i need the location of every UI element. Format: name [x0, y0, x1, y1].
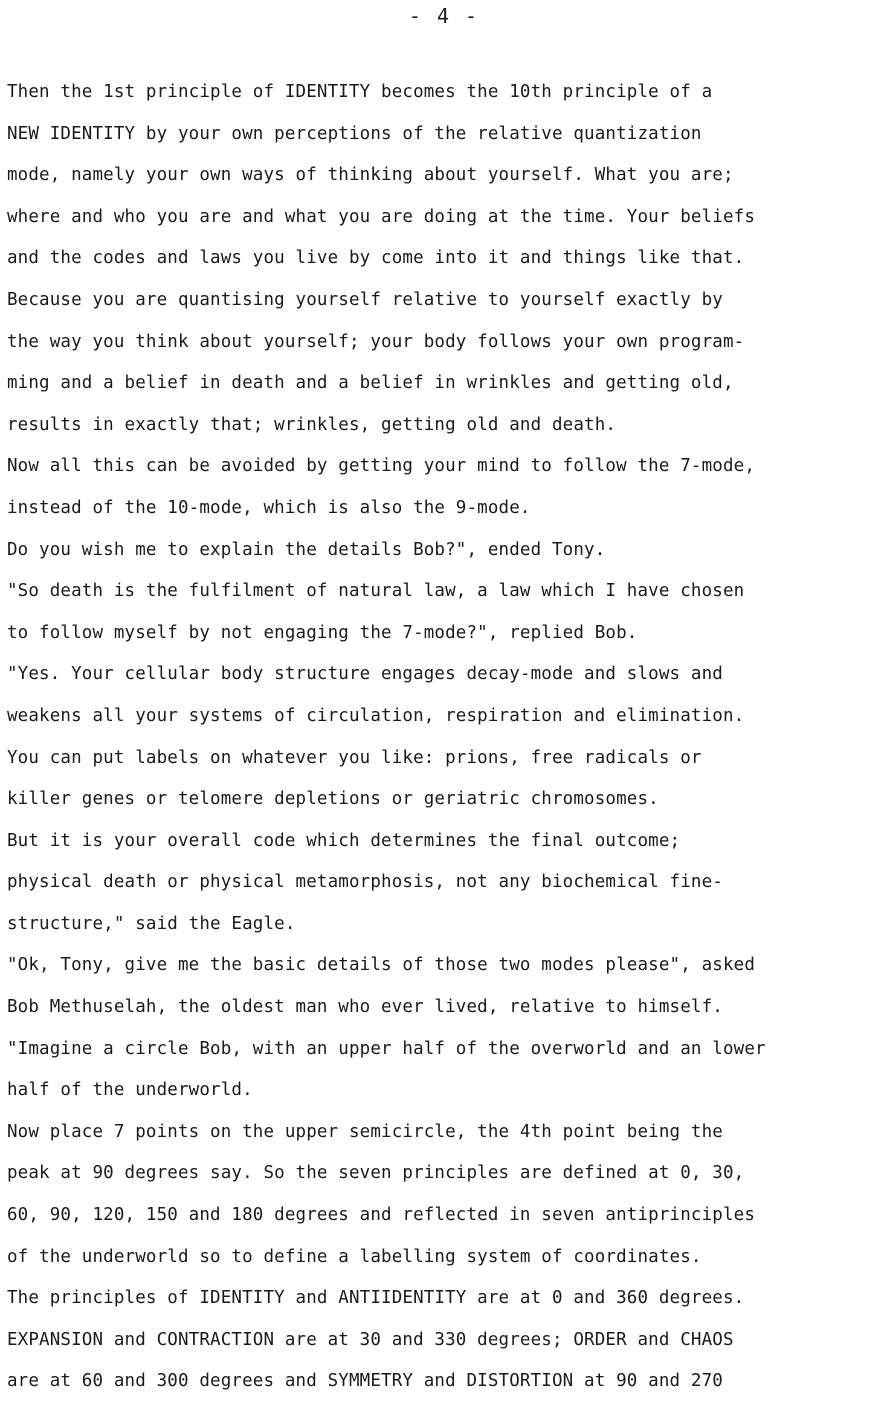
- text-line: NEW IDENTITY by your own perceptions of the relative quantization: [7, 123, 702, 144]
- text-line: Now place 7 points on the upper semicircle, the 4th point being the: [7, 1121, 723, 1142]
- text-line: 60, 90, 120, 150 and 180 degrees and reflected in seven antiprinciples: [7, 1205, 756, 1226]
- text-line: mode, namely your own ways of thinking about yourself. What you are;: [7, 165, 734, 186]
- text-line: You can put labels on whatever you like: prions, free radicals or: [7, 747, 702, 768]
- text-line: EXPANSION and CONTRACTION are at 30 and 330 degrees; ORDER and CHAOS: [7, 1329, 734, 1350]
- text-line: the way you think about yourself; your body follows your own program-: [7, 331, 745, 352]
- text-line: But it is your overall code which determines the final outcome;: [7, 830, 681, 851]
- text-line: "Imagine a circle Bob, with an upper half of the overworld and an lower: [7, 1038, 766, 1059]
- text-line: Because you are quantising yourself relative to yourself exactly by: [7, 289, 723, 310]
- text-line: physical death or physical metamorphosis, not any biochemical fine-: [7, 872, 723, 893]
- text-line: "So death is the fulfilment of natural law, a law which I have chosen: [7, 581, 745, 602]
- text-line: Then the 1st principle of IDENTITY becomes the 10th principle of a: [7, 82, 713, 102]
- text-line: killer genes or telomere depletions or geriatric chromosomes.: [7, 789, 659, 810]
- text-line: where and who you are and what you are doing at the time. Your beliefs: [7, 206, 756, 227]
- text-line: "Yes. Your cellular body structure engages decay-mode and slows and: [7, 664, 723, 685]
- text-line: The principles of IDENTITY and ANTIIDENTITY are at 0 and 360 degrees.: [7, 1288, 745, 1309]
- text-line: instead of the 10-mode, which is also the 9-mode.: [7, 497, 531, 518]
- text-line: weakens all your systems of circulation, respiration and elimination.: [7, 705, 745, 726]
- text-line: "Ok, Tony, give me the basic details of those two modes please", asked: [7, 955, 756, 976]
- text-line: to follow myself by not engaging the 7-mode?", replied Bob.: [7, 622, 638, 643]
- page-number: - 4 -: [408, 4, 480, 28]
- text-line: structure," said the Eagle.: [7, 913, 296, 934]
- text-line: and the codes and laws you live by come into it and things like that.: [7, 248, 745, 269]
- text-line: half of the underworld.: [7, 1080, 253, 1101]
- text-line: results in exactly that; wrinkles, getting old and death.: [7, 414, 617, 435]
- text-line: Bob Methuselah, the oldest man who ever lived, relative to himself.: [7, 997, 723, 1018]
- document-body: [7, 72, 888, 1403]
- text-line: Do you wish me to explain the details Bob?", ended Tony.: [7, 539, 606, 560]
- text-line: of the underworld so to define a labelling system of coordinates.: [7, 1246, 702, 1267]
- text-line: Now all this can be avoided by getting your mind to follow the 7-mode,: [7, 456, 756, 477]
- text-line: ming and a belief in death and a belief in wrinkles and getting old,: [7, 373, 734, 394]
- text-line: peak at 90 degrees say. So the seven principles are defined at 0, 30,: [7, 1163, 745, 1184]
- text-line: are at 60 and 300 degrees and SYMMETRY and DISTORTION at 90 and 270: [7, 1371, 723, 1392]
